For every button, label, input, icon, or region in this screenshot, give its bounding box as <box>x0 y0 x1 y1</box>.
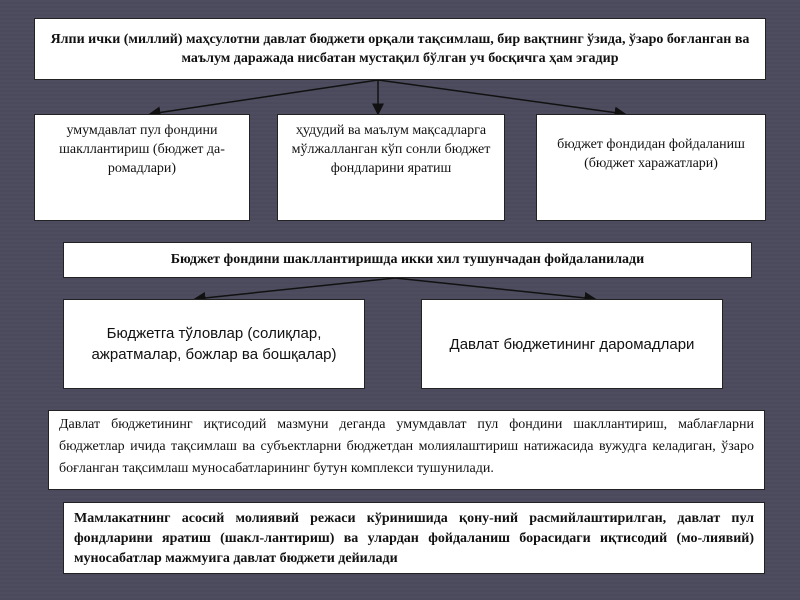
stage-box-1 <box>34 114 250 221</box>
arrow-to-concept-2 <box>395 278 595 299</box>
bottom-box-text: Мамлакатнинг асосий молиявий режаси кўринишида қону-ний расмийлаштирилган, давлат пул фондларини яратиш (шакл-лантириш) ва улардан фойдаланиш борасидаги иқтисодий (мо-лиявий) муносабатлар мажмуига давлат бюджети дейилади <box>74 511 754 566</box>
middle-box-text: Бюджет фондини шакллантиришда икки хил тушунчадан фойдаланилади <box>170 252 645 267</box>
stage-box-2 <box>277 114 505 221</box>
stage-box-1-text: умумдавлат пул фондини шакллантириш (бюджет да-ромадлари) <box>59 123 225 176</box>
middle-box <box>63 242 752 278</box>
concept-box-1-text: Бюджетга тўловлар (солиқлар, ажратмалар, божлар ва бошқалар) <box>91 325 337 363</box>
arrow-to-stage-1 <box>150 80 378 114</box>
stage-box-3 <box>536 114 766 221</box>
concept-box-2 <box>421 299 723 389</box>
stage-box-2-text: ҳудудий ва маълум мақсадларга мўлжалланган кўп сонли бюджет фондларини яратиш <box>291 123 491 176</box>
top-box-text: Ялпи ички (миллий) маҳсулотни давлат бюджети орқали тақсимлаш, бир вақтнинг ўзида, ўзаро боғланган ва маълум даражада нисбатан мустақил бўлган уч босқичга ҳам эгадир <box>50 32 750 66</box>
concept-box-2-text: Давлат бюджетининг даромадлари <box>449 335 695 353</box>
bottom-box <box>63 502 765 574</box>
concept-box-1 <box>63 299 365 389</box>
definition-box <box>48 410 765 490</box>
stage-box-3-text: бюджет фондидан фойдаланиш (бюджет харажатлари) <box>557 137 745 171</box>
top-box <box>34 18 766 80</box>
arrow-to-stage-3 <box>378 80 625 114</box>
definition-box-text: Давлат бюджетининг иқтисодий мазмуни деганда умумдавлат пул фондини шакллантириш, маблағларни бюджетлар ичида тақсимлаш ва субъектларни бюджетдан молиялаштириш натижасида вужудга келадиган, ўзаро боғланган тақсимлаш муносабатларининг бутун комплекси тушунилади. <box>59 417 754 476</box>
arrow-to-concept-1 <box>195 278 395 299</box>
